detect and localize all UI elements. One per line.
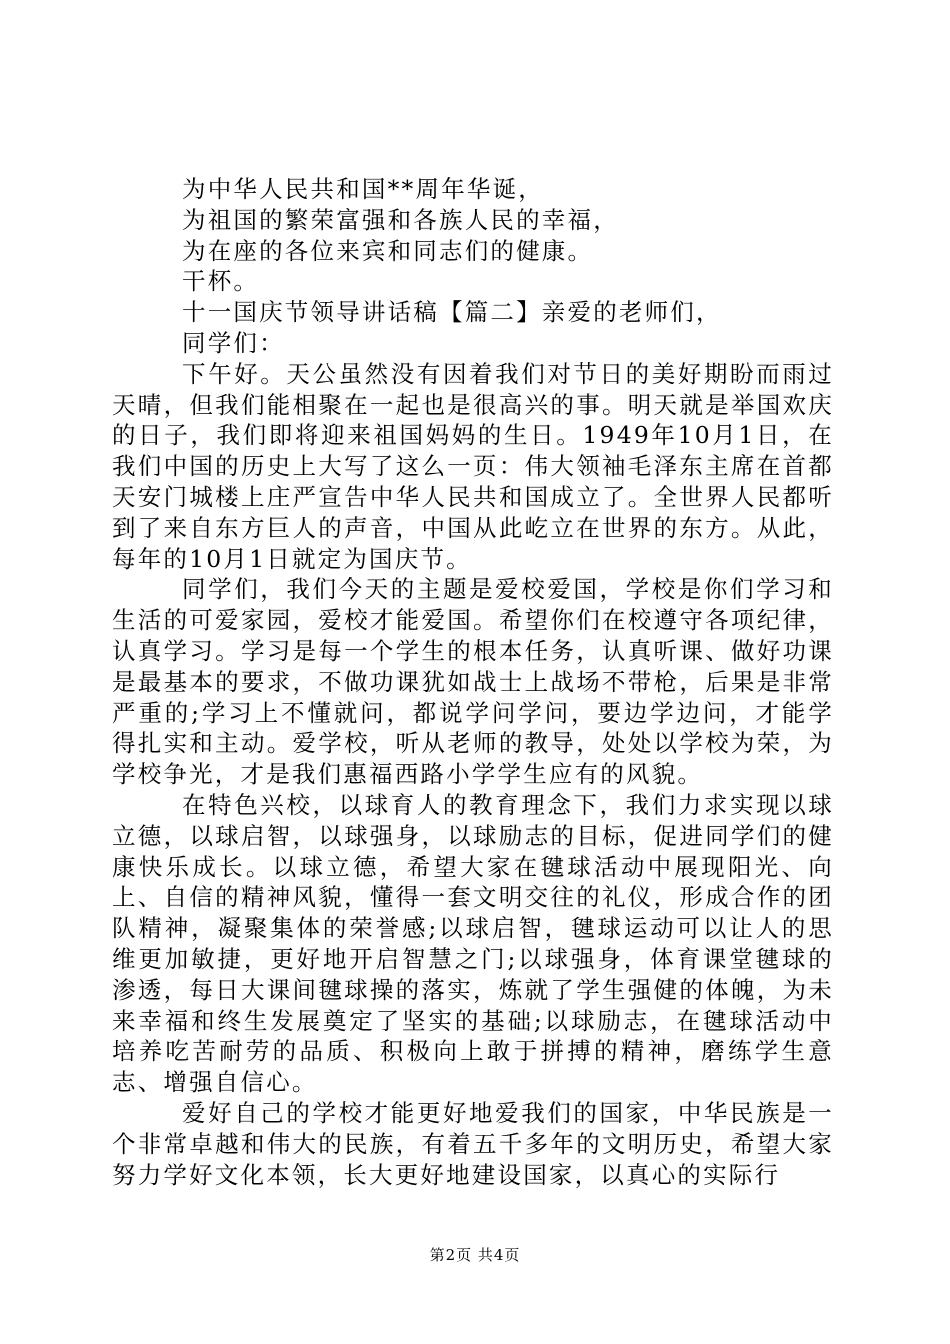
- paragraph: 爱好自己的学校才能更好地爱我们的国家，中华民族是一个非常卓越和伟大的民族，有着五千多年的文明历史，希望大家努力学好文化本领，长大更好地建设国家，以真心的实际行: [112, 1098, 834, 1189]
- text-line: 为在座的各位来宾和同志们的健康。: [182, 236, 594, 265]
- paragraph: 同学们，我们今天的主题是爱校爱国，学校是你们学习和生活的可爱家园，爱校才能爱国。希望你们在校遵守各项纪律，认真学习。学习是每一个学生的根本任务，认真听课、做好功课是最基本的要求，不做功课犹如战士上战场不带枪，后果是非常严重的;学习上不懂就问，都说学问学问，要边学边问，才能学得扎实和主动。爱学校，听从老师的教导，处处以学校为荣，为学校争光，才是我们惠福西路小学学生应有的风貌。: [112, 575, 834, 789]
- text-line: 为祖国的繁荣富强和各族人民的幸福，: [182, 205, 619, 234]
- section-heading-line: 十一国庆节领导讲话稿【篇二】亲爱的老师们，: [182, 298, 722, 327]
- text-line: 干杯。: [182, 267, 260, 296]
- page-footer: [0, 1244, 950, 1265]
- paragraph: 下午好。天公虽然没有因着我们对节日的美好期盼而雨过天晴，但我们能相聚在一起也是很高兴的事。明天就是举国欢庆的日子，我们即将迎来祖国妈妈的生日。1949年10月1日，在我们中国的历史上大写了这么一页：伟大领袖毛泽东主席在首都天安门城楼上庄严宣告中华人民共和国成立了。全世界人民都听到了来自东方巨人的声音，中国从此屹立在世界的东方。从此，每年的10月1日就定为国庆节。: [112, 359, 834, 573]
- document-body: [112, 174, 834, 1190]
- paragraph: 在特色兴校，以球育人的教育理念下，我们力求实现以球立德，以球启智，以球强身，以球励志的目标，促进同学们的健康快乐成长。以球立德，希望大家在毽球活动中展现阳光、向上、自信的精神风貌，懂得一套文明交往的礼仪，形成合作的团队精神，凝聚集体的荣誉感;以球启智，毽球运动可以让人的思维更加敏捷，更好地开启智慧之门;以球强身，体育课堂毽球的渗透，每日大课间毽球操的落实，炼就了学生强健的体魄，为未来幸福和终生发展奠定了坚实的基础;以球励志，在毽球活动中培养吃苦耐劳的品质、积极向上敢于拼搏的精神，磨练学生意志、增强自信心。: [112, 790, 834, 1097]
- text-line: 为中华人民共和国**周年华诞，: [182, 175, 544, 203]
- page-number: 第2页 共4页: [429, 1246, 521, 1264]
- salutation-line: 同学们：: [182, 328, 285, 357]
